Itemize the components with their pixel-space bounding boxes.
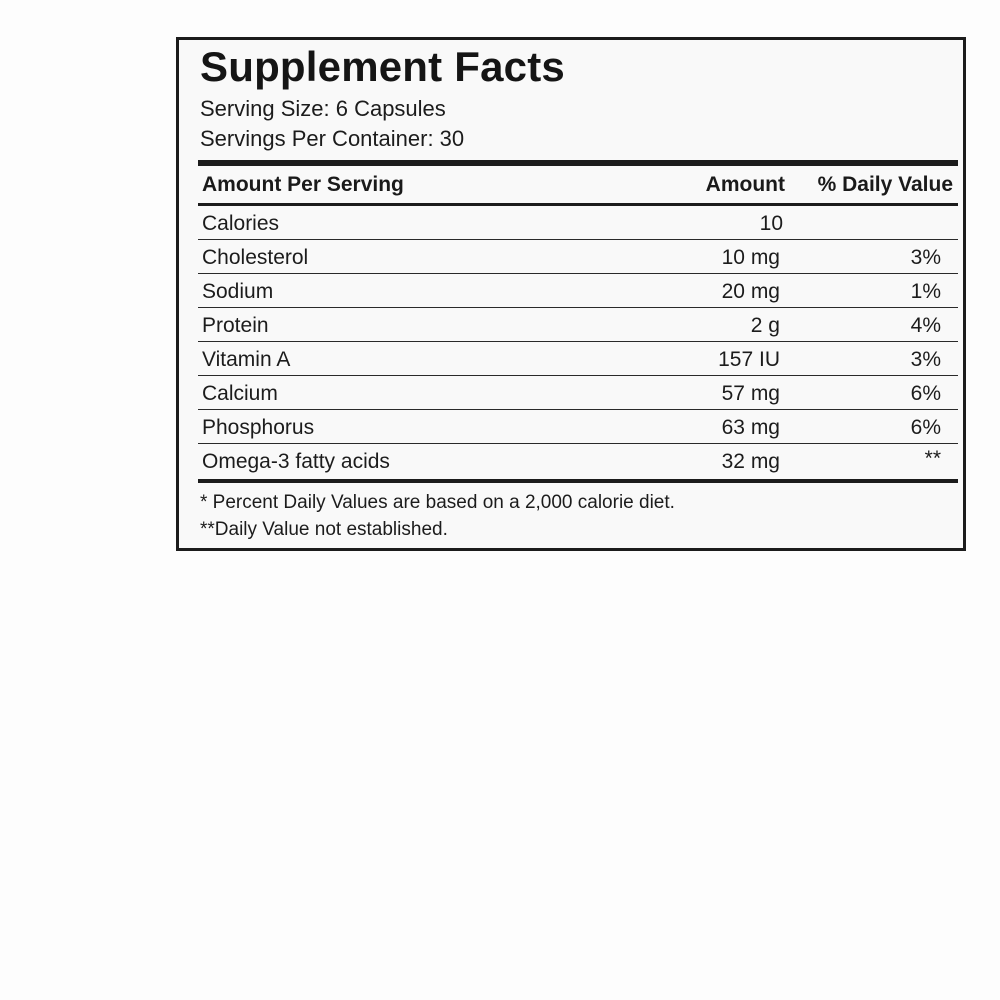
supplement-facts-panel bbox=[176, 37, 966, 551]
nutrient-amount: 2 g bbox=[750, 314, 780, 337]
nutrient-daily-value: 3% bbox=[910, 246, 941, 269]
header-amount-per-serving: Amount Per Serving bbox=[202, 173, 404, 196]
nutrient-daily-value: 6% bbox=[910, 416, 941, 439]
nutrient-name: Omega-3 fatty acids bbox=[202, 450, 390, 473]
table-row bbox=[198, 342, 958, 376]
nutrient-amount: 10 mg bbox=[721, 246, 780, 269]
table-header bbox=[179, 168, 963, 203]
servings-per-container: Servings Per Container: 30 bbox=[200, 126, 465, 151]
nutrient-name: Calories bbox=[202, 212, 280, 235]
header-daily-value: % Daily Value bbox=[817, 173, 953, 196]
table-row bbox=[198, 240, 958, 274]
table-row bbox=[198, 410, 958, 444]
nutrient-daily-value: 3% bbox=[910, 348, 941, 371]
nutrient-amount: 20 mg bbox=[721, 280, 780, 303]
nutrient-name: Vitamin A bbox=[202, 348, 291, 371]
nutrient-amount: 157 IU bbox=[718, 348, 780, 371]
table-row bbox=[198, 206, 958, 240]
bottom-divider bbox=[198, 479, 958, 483]
nutrient-amount: 57 mg bbox=[721, 382, 780, 405]
nutrient-name: Calcium bbox=[202, 382, 278, 405]
nutrient-daily-value: ** bbox=[924, 447, 941, 470]
nutrient-amount: 32 mg bbox=[721, 450, 780, 473]
nutrient-amount: 10 bbox=[759, 212, 783, 235]
header-amount: Amount bbox=[705, 173, 785, 196]
nutrient-table bbox=[198, 206, 958, 477]
nutrient-name: Protein bbox=[202, 314, 269, 337]
serving-size: Serving Size: 6 Capsules bbox=[200, 96, 446, 121]
nutrient-amount: 63 mg bbox=[721, 416, 780, 439]
table-row bbox=[198, 376, 958, 410]
nutrient-name: Cholesterol bbox=[202, 246, 309, 269]
nutrient-name: Sodium bbox=[202, 280, 274, 303]
footnote-daily-values: * Percent Daily Values are based on a 2,000 calorie diet. bbox=[200, 492, 675, 513]
nutrient-daily-value: 4% bbox=[910, 314, 941, 337]
panel-title: Supplement Facts bbox=[200, 43, 565, 90]
table-row bbox=[198, 274, 958, 308]
table-row bbox=[198, 444, 958, 477]
nutrient-name: Phosphorus bbox=[202, 416, 315, 439]
nutrient-daily-value: 6% bbox=[910, 382, 941, 405]
thick-divider-top bbox=[198, 160, 958, 166]
table-row bbox=[198, 308, 958, 342]
nutrient-daily-value: 1% bbox=[910, 280, 941, 303]
footnote-not-established: **Daily Value not established. bbox=[200, 519, 448, 540]
